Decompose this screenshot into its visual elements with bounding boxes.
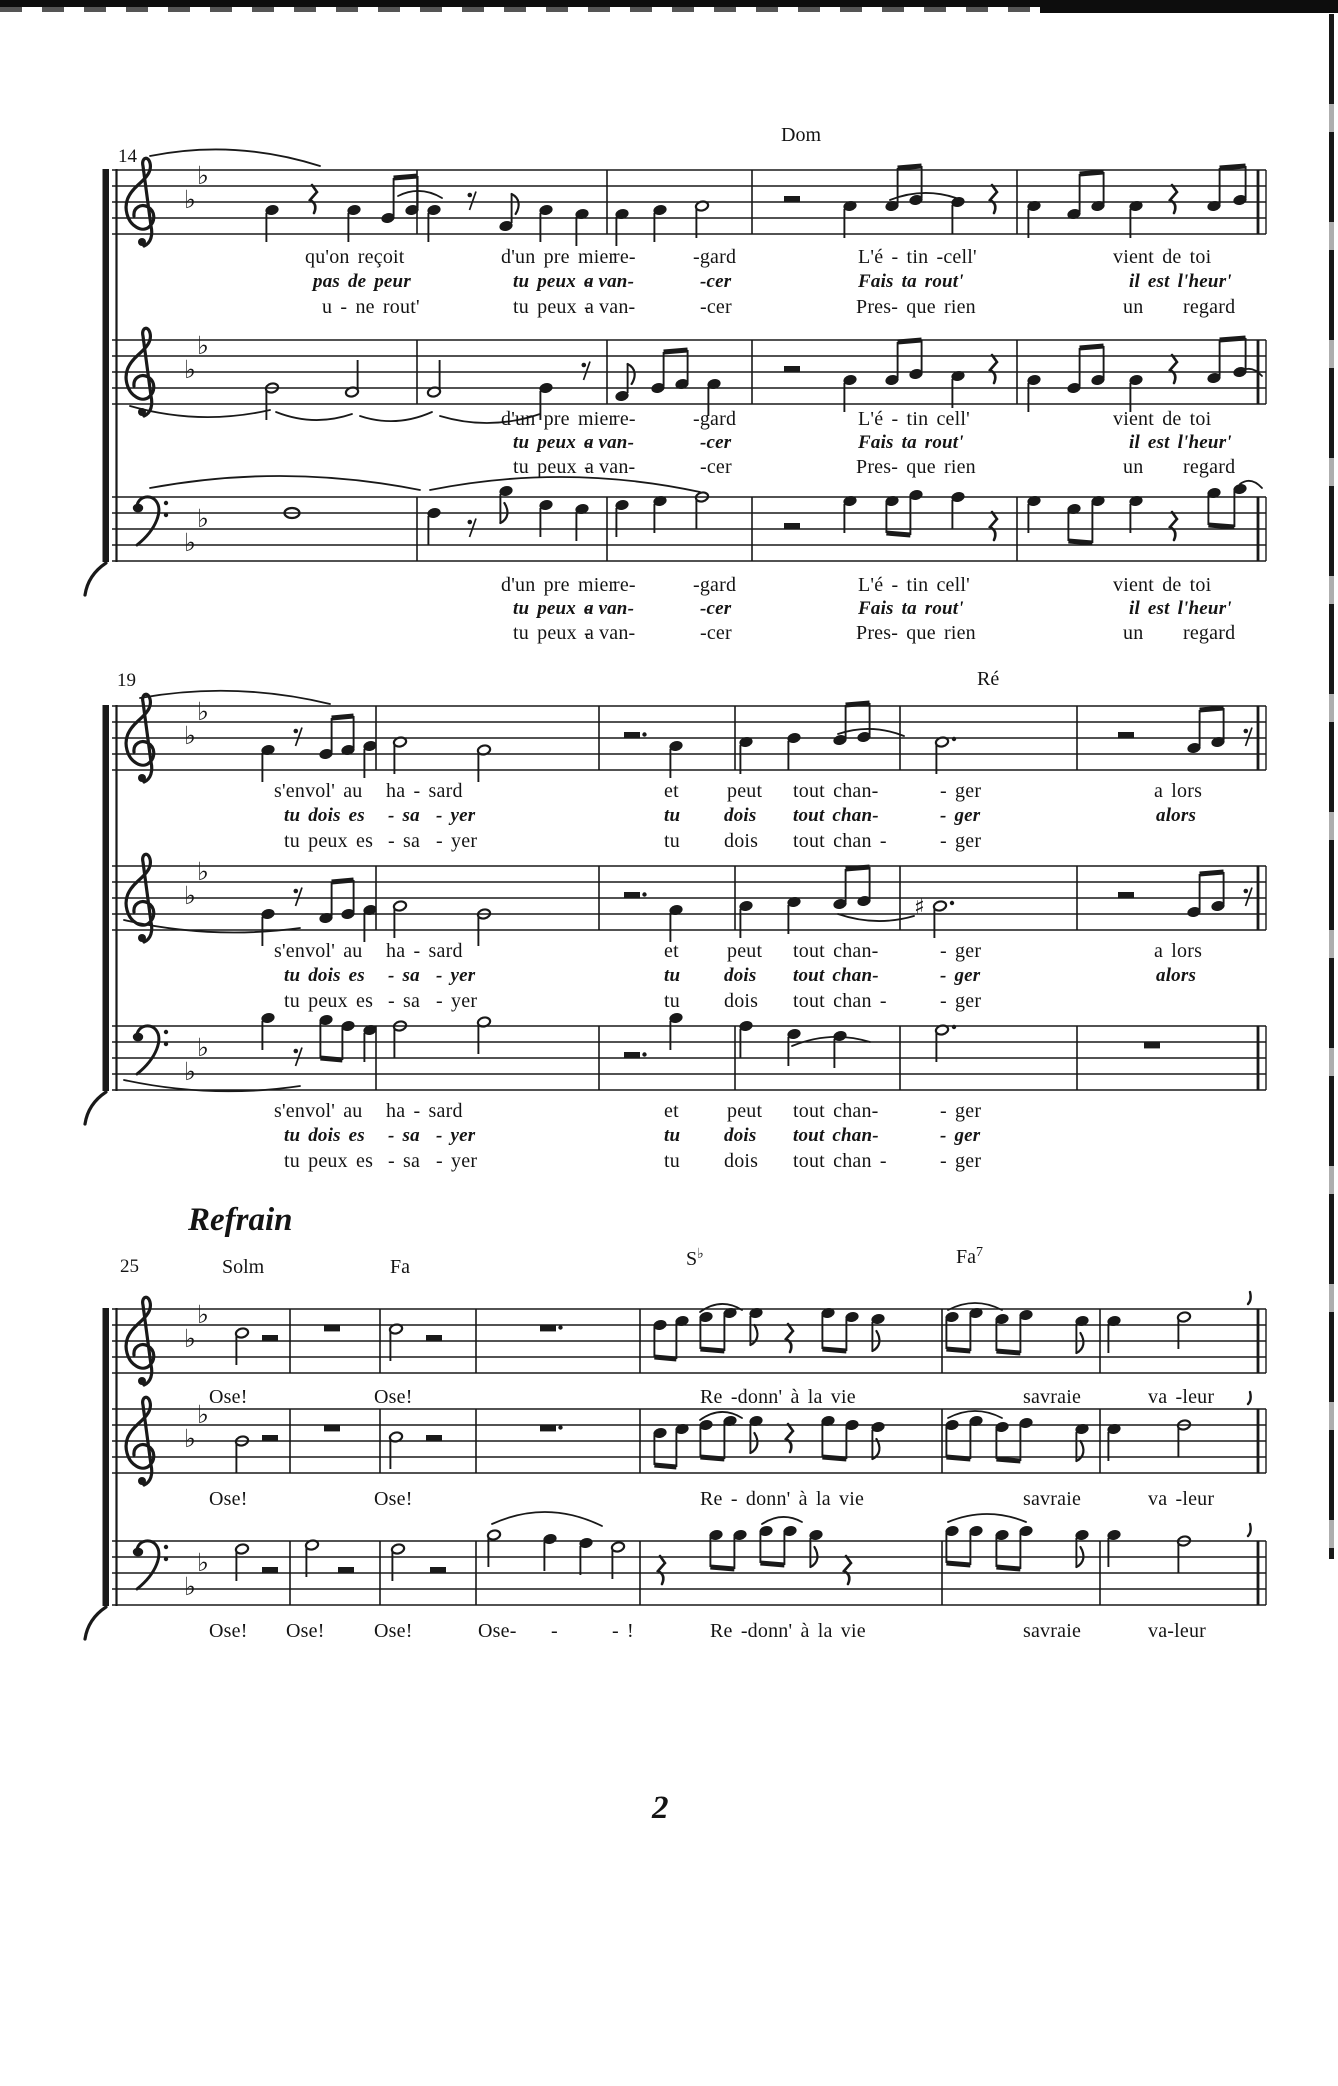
lyric-segment: Ose! bbox=[374, 1386, 413, 1408]
svg-text:♭: ♭ bbox=[197, 1300, 209, 1329]
lyric-segment: tu peux a bbox=[513, 598, 594, 619]
lyric-segment: dois bbox=[724, 990, 759, 1012]
lyric-segment: -gard bbox=[693, 574, 737, 596]
staff-2-2 bbox=[112, 854, 1266, 946]
staff-1-2 bbox=[112, 328, 1266, 423]
lyric-segment: peut bbox=[727, 940, 763, 962]
lyric-segment: - sa bbox=[388, 965, 420, 986]
lyric-segment: d'un pre mier bbox=[501, 408, 616, 430]
lyric-segment: s'envol' au bbox=[274, 780, 363, 802]
lyric-segment: s'envol' au bbox=[274, 940, 363, 962]
lyric-segment: tout chan- bbox=[793, 805, 879, 826]
lyric-segment: -cer bbox=[700, 598, 732, 619]
system-1 bbox=[85, 149, 1266, 595]
lyric-segment: re- bbox=[613, 246, 636, 268]
lyric-segment: vient de toi bbox=[1113, 408, 1212, 430]
lyric-segment: d'un pre mier bbox=[501, 246, 616, 268]
notes bbox=[140, 691, 1252, 782]
lyric-segment: alors bbox=[1156, 805, 1197, 826]
lyric-segment: - van- bbox=[584, 296, 636, 318]
lyric-segment: alors bbox=[1156, 965, 1197, 986]
lyric-segment: - ger bbox=[940, 965, 981, 986]
svg-text:♭: ♭ bbox=[184, 1572, 196, 1601]
lyric-segment: Re -donn' à la vie bbox=[700, 1386, 856, 1408]
svg-text:♭: ♭ bbox=[184, 355, 196, 384]
lyric-segment: et bbox=[664, 1100, 679, 1122]
lyric-segment: dois bbox=[724, 965, 757, 986]
refrain-heading: Refrain bbox=[188, 1202, 293, 1238]
lyric-segment: - ger bbox=[940, 1100, 982, 1122]
chord-label bbox=[956, 1246, 983, 1269]
lyric-segment: - yer bbox=[436, 965, 476, 986]
staff-1-3 bbox=[112, 476, 1266, 561]
lyric-segment: tu bbox=[664, 990, 680, 1012]
chord-root: Fa bbox=[390, 1256, 410, 1278]
lyric-segment: Ose! bbox=[286, 1620, 325, 1642]
lyric-segment: - ger bbox=[940, 940, 982, 962]
lyric-segment: L'é - tin -cell' bbox=[858, 246, 977, 268]
lyric-segment: Ose! bbox=[374, 1620, 413, 1642]
system-2 bbox=[85, 691, 1266, 1124]
lyric-segment: Fais ta rout' bbox=[858, 271, 964, 292]
svg-text:♭: ♭ bbox=[197, 504, 209, 533]
lyric-segment: tu bbox=[664, 1125, 681, 1146]
lyric-segment: -gard bbox=[693, 246, 737, 268]
lyric-segment: ha - sard bbox=[386, 1100, 463, 1122]
lyric-segment: - ger bbox=[940, 830, 982, 852]
chord-label bbox=[977, 668, 999, 691]
lyric-segment: dois bbox=[724, 1125, 757, 1146]
lyric-segment: d'un pre mier bbox=[501, 574, 616, 596]
key-signature-flats bbox=[184, 697, 209, 750]
lyric-segment: dois bbox=[724, 805, 757, 826]
key-signature-flats bbox=[184, 331, 209, 384]
lyric-segment: il est l'heur' bbox=[1129, 598, 1232, 619]
lyric-segment: - sa bbox=[388, 805, 420, 826]
key-signature-flats bbox=[184, 857, 209, 910]
svg-text:♭: ♭ bbox=[197, 1548, 209, 1577]
lyric-segment: - van- bbox=[584, 271, 635, 292]
lyric-segment: un bbox=[1123, 622, 1144, 644]
lyric-segment: qu'on reçoit bbox=[305, 246, 405, 268]
lyric-segment: - ! bbox=[612, 1620, 634, 1642]
lyric-segment: s'envol' au bbox=[274, 1100, 363, 1122]
lyric-segment: tu bbox=[664, 1150, 680, 1172]
lyric-segment: tout chan - bbox=[793, 830, 887, 852]
lyric-segment: Pres- que rien bbox=[856, 456, 976, 478]
measure-number-14: 14 bbox=[118, 146, 137, 167]
staff-3-3 bbox=[112, 1512, 1266, 1605]
notes bbox=[124, 1012, 1160, 1091]
lyric-segment: tu bbox=[664, 830, 680, 852]
notes bbox=[124, 867, 1252, 946]
lyric-segment: tu bbox=[664, 965, 681, 986]
chord-quality: ♭ bbox=[697, 1247, 704, 1262]
lyric-segment: L'é - tin cell' bbox=[858, 574, 970, 596]
lyric-segment: Pres- que rien bbox=[856, 296, 976, 318]
lyric-segment: - yer bbox=[436, 990, 478, 1012]
lyric-segment: Ose! bbox=[209, 1386, 248, 1408]
lyric-segment: tu peux a bbox=[513, 296, 595, 318]
lyric-segment: tout chan- bbox=[793, 1100, 879, 1122]
measure-number-25: 25 bbox=[120, 1256, 139, 1277]
lyric-segment: - ger bbox=[940, 1150, 982, 1172]
lyric-segment: - van- bbox=[584, 622, 636, 644]
lyric-segment: -gard bbox=[693, 408, 737, 430]
lyric-segment: vient de toi bbox=[1113, 574, 1212, 596]
key-signature-flats bbox=[184, 1400, 209, 1453]
lyric-segment: et bbox=[664, 780, 679, 802]
lyric-segment: tu peux a bbox=[513, 622, 595, 644]
lyric-segment: regard bbox=[1183, 456, 1236, 478]
lyric-segment: un bbox=[1123, 456, 1144, 478]
key-signature-flats bbox=[184, 1033, 209, 1086]
lyric-segment: - sa bbox=[388, 1125, 420, 1146]
lyric-segment: - yer bbox=[436, 805, 476, 826]
bass-clef-icon bbox=[133, 497, 168, 545]
lyric-segment: tout chan- bbox=[793, 780, 879, 802]
svg-text:♭: ♭ bbox=[197, 1033, 209, 1062]
staff-2-1 bbox=[112, 691, 1266, 782]
lyric-segment: va -leur bbox=[1148, 1488, 1215, 1510]
lyric-segment: Re - donn' à la vie bbox=[700, 1488, 865, 1510]
lyric-segment: Pres- que rien bbox=[856, 622, 976, 644]
svg-text:♭: ♭ bbox=[184, 185, 196, 214]
lyric-segment: tu dois es bbox=[284, 805, 365, 826]
lyric-segment: - van- bbox=[584, 432, 635, 453]
lyric-segment: Fais ta rout' bbox=[858, 432, 964, 453]
chord-root: Solm bbox=[222, 1256, 265, 1278]
svg-text:♭: ♭ bbox=[184, 881, 196, 910]
lyric-segment: -cer bbox=[700, 432, 732, 453]
lyric-segment: Ose! bbox=[374, 1488, 413, 1510]
lyric-segment: tu dois es bbox=[284, 965, 365, 986]
svg-text:♭: ♭ bbox=[197, 1400, 209, 1429]
lyric-segment: peut bbox=[727, 780, 763, 802]
bass-clef-icon bbox=[133, 1541, 168, 1589]
system-3 bbox=[85, 1292, 1266, 1639]
page-number: 2 bbox=[652, 1790, 669, 1826]
lyric-segment: - ger bbox=[940, 780, 982, 802]
lyric-segment: Ose- bbox=[478, 1620, 517, 1642]
staff-2-3 bbox=[112, 1012, 1266, 1091]
svg-text:♭: ♭ bbox=[184, 528, 196, 557]
lyric-segment: - ger bbox=[940, 805, 981, 826]
key-signature-flats bbox=[184, 1300, 209, 1353]
lyric-segment: regard bbox=[1183, 296, 1236, 318]
lyric-segment: -cer bbox=[700, 622, 732, 644]
lyric-segment: savraie bbox=[1023, 1488, 1082, 1510]
lyric-segment: -cer bbox=[700, 456, 732, 478]
lyric-segment: tout chan- bbox=[793, 940, 879, 962]
lyric-segment: tu peux a bbox=[513, 456, 595, 478]
staff-3-2 bbox=[112, 1392, 1266, 1485]
chord-root: S bbox=[686, 1248, 698, 1270]
chord-label bbox=[390, 1256, 410, 1279]
lyric-segment: tout chan - bbox=[793, 990, 887, 1012]
notes bbox=[150, 476, 1262, 545]
svg-text:♭: ♭ bbox=[197, 161, 209, 190]
lyric-segment: un bbox=[1123, 296, 1144, 318]
lyric-segment: - sa bbox=[388, 990, 421, 1012]
lyric-segment: Ose! bbox=[209, 1620, 248, 1642]
lyric-segment: regard bbox=[1183, 622, 1236, 644]
lyric-segment: - van- bbox=[584, 456, 636, 478]
lyric-segment: - sa bbox=[388, 1150, 421, 1172]
lyric-segment: il est l'heur' bbox=[1129, 271, 1232, 292]
lyric-segment: tu peux es bbox=[284, 1150, 374, 1172]
lyric-segment: vient de toi bbox=[1113, 246, 1212, 268]
key-signature-flats bbox=[184, 1548, 209, 1601]
lyric-segment: - sa bbox=[388, 830, 421, 852]
lyric-segment: ha - sard bbox=[386, 780, 463, 802]
chord-root: Ré bbox=[977, 668, 1000, 690]
staff-1-1 bbox=[112, 149, 1266, 246]
lyric-segment: tu peux es bbox=[284, 830, 374, 852]
lyric-segment: pas de peur bbox=[313, 271, 411, 292]
lyric-segment: tout chan- bbox=[793, 965, 879, 986]
chord-root: Fa bbox=[956, 1246, 976, 1268]
chord-label bbox=[781, 124, 821, 147]
lyric-segment: il est l'heur' bbox=[1129, 432, 1232, 453]
lyric-segment: Re -donn' à la vie bbox=[710, 1620, 866, 1642]
key-signature-flats bbox=[184, 504, 209, 557]
lyric-segment: va -leur bbox=[1148, 1386, 1215, 1408]
lyric-segment: tout chan - bbox=[793, 1150, 887, 1172]
lyric-segment: -cer bbox=[700, 296, 732, 318]
staff-3-1 bbox=[112, 1292, 1266, 1385]
lyric-segment: peut bbox=[727, 1100, 763, 1122]
lyric-segment: tout chan- bbox=[793, 1125, 879, 1146]
lyric-segment: et bbox=[664, 940, 679, 962]
lyric-segment: Ose! bbox=[209, 1488, 248, 1510]
svg-text:♭: ♭ bbox=[184, 721, 196, 750]
lyric-segment: - ger bbox=[940, 990, 982, 1012]
lyric-segment: u - ne rout' bbox=[322, 296, 420, 318]
chord-root: Dom bbox=[781, 124, 821, 146]
lyric-segment: -cer bbox=[700, 271, 732, 292]
svg-text:♭: ♭ bbox=[184, 1424, 196, 1453]
chord-label bbox=[686, 1248, 704, 1271]
lyric-segment: - ger bbox=[940, 1125, 981, 1146]
notes bbox=[235, 1292, 1251, 1365]
chord-quality: 7 bbox=[976, 1245, 983, 1260]
svg-text:♭: ♭ bbox=[184, 1057, 196, 1086]
lyric-segment: tu peux a bbox=[513, 432, 594, 453]
lyric-segment: - bbox=[551, 1620, 558, 1642]
svg-text:♯: ♯ bbox=[914, 895, 925, 920]
lyric-segment: savraie bbox=[1023, 1620, 1082, 1642]
lyric-segment: tu dois es bbox=[284, 1125, 365, 1146]
lyric-segment: tu peux es bbox=[284, 990, 374, 1012]
lyric-segment: - yer bbox=[436, 830, 478, 852]
lyric-segment: dois bbox=[724, 1150, 759, 1172]
svg-text:♭: ♭ bbox=[197, 331, 209, 360]
lyric-segment: ha - sard bbox=[386, 940, 463, 962]
chord-label bbox=[222, 1256, 264, 1279]
lyric-segment: L'é - tin cell' bbox=[858, 408, 970, 430]
lyric-segment: tu peux a bbox=[513, 271, 594, 292]
bass-clef-icon bbox=[133, 1026, 168, 1074]
lyric-segment: tu bbox=[664, 805, 681, 826]
svg-text:♭: ♭ bbox=[184, 1324, 196, 1353]
lyric-segment: - yer bbox=[436, 1125, 476, 1146]
notes bbox=[150, 149, 1247, 246]
svg-text:♭: ♭ bbox=[197, 697, 209, 726]
lyric-segment: - van- bbox=[584, 598, 635, 619]
svg-text:♭: ♭ bbox=[197, 857, 209, 886]
lyric-segment: dois bbox=[724, 830, 759, 852]
lyric-segment: re- bbox=[613, 574, 636, 596]
measure-number-19: 19 bbox=[117, 670, 136, 691]
lyric-segment: Fais ta rout' bbox=[858, 598, 964, 619]
lyric-segment: a lors bbox=[1154, 940, 1203, 962]
lyric-segment: - yer bbox=[436, 1150, 478, 1172]
lyric-segment: a lors bbox=[1154, 780, 1203, 802]
lyric-segment: savraie bbox=[1023, 1386, 1082, 1408]
lyric-segment: va-leur bbox=[1148, 1620, 1207, 1642]
key-signature-flats bbox=[184, 161, 209, 214]
lyric-segment: re- bbox=[613, 408, 636, 430]
